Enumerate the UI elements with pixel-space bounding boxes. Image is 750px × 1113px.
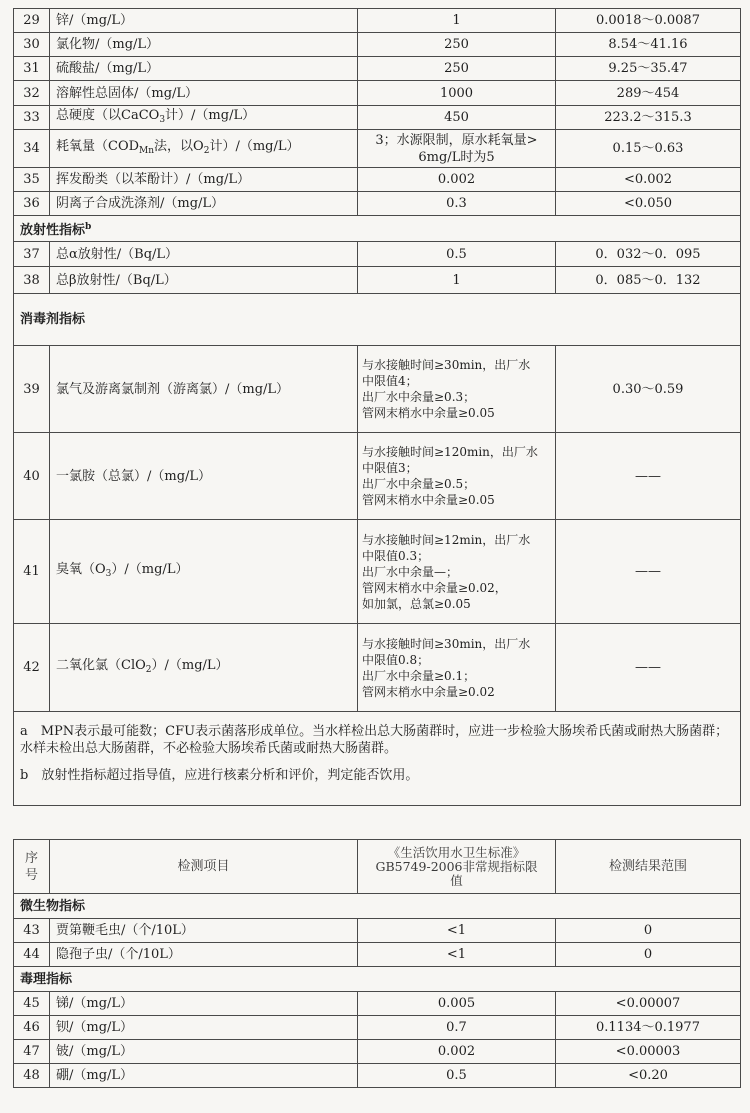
item-name: 总α放射性/（Bq/L）	[50, 242, 358, 267]
limit-value: 0.002	[358, 1040, 556, 1064]
table-row	[14, 267, 741, 294]
limit-value: 1000	[358, 81, 556, 106]
table-row	[14, 81, 741, 106]
row-number: 35	[14, 168, 50, 192]
limit-line: 与水接触时间≥30min，出厂水	[362, 358, 531, 372]
result-range: ——	[556, 624, 741, 712]
row-number: 46	[14, 1016, 50, 1040]
result-range: <0.00007	[556, 992, 741, 1016]
limit-line: 出厂水中余量—；	[362, 564, 459, 579]
item-name: 贾第鞭毛虫/（个/10L）	[50, 919, 358, 943]
row-number: 48	[14, 1064, 50, 1088]
limit-value: 0.7	[358, 1016, 556, 1040]
row-number: 37	[14, 242, 50, 267]
limit-value	[358, 520, 556, 624]
result-range: 9.25～35.47	[556, 57, 741, 81]
limit-line: 出厂水中余量≥0.3；	[362, 390, 476, 404]
footnote-marker: b	[85, 221, 92, 232]
item-name	[50, 520, 358, 624]
row-number: 45	[14, 992, 50, 1016]
row-number: 32	[14, 81, 50, 106]
limit-value: <1	[358, 943, 556, 967]
row-number: 42	[14, 624, 50, 712]
item-name-part: ）/（mg/L）	[111, 561, 189, 577]
header-limit-line: GB5749-2006非常规指标限	[375, 858, 538, 874]
table-row	[14, 168, 741, 192]
result-range: ——	[556, 433, 741, 520]
row-number: 36	[14, 192, 50, 216]
water-quality-table-continued	[13, 8, 741, 806]
table-row	[14, 919, 741, 943]
table-header-row	[14, 840, 741, 894]
limit-value: 450	[358, 106, 556, 130]
item-name: 硼/（mg/L）	[50, 1064, 358, 1088]
section-heading-microbial: 微生物指标	[14, 894, 741, 919]
limit-value	[358, 433, 556, 520]
result-range: 0	[556, 943, 741, 967]
header-range: 检测结果范围	[556, 840, 741, 894]
item-name: 钡/（mg/L）	[50, 1016, 358, 1040]
item-name-part: 总硬度（以CaCO	[56, 107, 160, 123]
row-number: 40	[14, 433, 50, 520]
limit-line: 出厂水中余量≥0.1；	[362, 668, 476, 683]
item-name: 总β放射性/（Bq/L）	[50, 267, 358, 294]
limit-value: 1	[358, 267, 556, 294]
row-number: 30	[14, 33, 50, 57]
section-heading-disinfectant: 消毒剂指标	[14, 294, 741, 346]
limit-value: 0.005	[358, 992, 556, 1016]
item-name-part: 二氧化氯（ClO	[56, 657, 146, 673]
table-row	[14, 520, 741, 624]
limit-line: 管网末梢水中余量≥0.02，	[362, 580, 507, 595]
section-row	[14, 216, 741, 242]
item-name	[50, 130, 358, 168]
limit-line: 6mg/L时为5	[418, 149, 495, 165]
subscript: Mn	[139, 145, 155, 156]
section-row	[14, 894, 741, 919]
section-heading-toxicology: 毒理指标	[14, 967, 741, 992]
limit-line: 中限值4；	[362, 374, 418, 388]
table-notes	[14, 712, 741, 806]
table-row	[14, 1064, 741, 1088]
item-name: 锑/（mg/L）	[50, 992, 358, 1016]
row-number: 47	[14, 1040, 50, 1064]
table-row	[14, 192, 741, 216]
limit-line: 出厂水中余量≥0.5；	[362, 477, 476, 491]
limit-value	[358, 130, 556, 168]
table-row	[14, 992, 741, 1016]
table-row	[14, 242, 741, 267]
result-range: 0.0018～0.0087	[556, 9, 741, 33]
section-heading-radioactivity	[14, 216, 741, 242]
item-name-part: 计）/（mg/L）	[165, 107, 256, 123]
item-name	[50, 624, 358, 712]
table-row	[14, 943, 741, 967]
limit-value	[358, 346, 556, 433]
note-b: b 放射性指标超过指导值，应进行核素分析和评价，判定能否饮用。	[20, 768, 419, 783]
row-number: 43	[14, 919, 50, 943]
row-number: 33	[14, 106, 50, 130]
limit-value: 0.5	[358, 1064, 556, 1088]
row-number: 38	[14, 267, 50, 294]
row-number: 31	[14, 57, 50, 81]
item-name	[50, 106, 358, 130]
result-range: 0．032～0．095	[556, 242, 741, 267]
notes-row	[14, 712, 741, 806]
subscript: 3	[105, 568, 112, 579]
table-row	[14, 9, 741, 33]
limit-value: 250	[358, 33, 556, 57]
item-name-part: 耗氧量（COD	[56, 138, 140, 154]
item-name: 铍/（mg/L）	[50, 1040, 358, 1064]
result-range: 0	[556, 919, 741, 943]
item-name: 隐孢子虫/（个/10L）	[50, 943, 358, 967]
table-row	[14, 106, 741, 130]
limit-value: 0.3	[358, 192, 556, 216]
result-range: ——	[556, 520, 741, 624]
result-range: 0.15～0.63	[556, 130, 741, 168]
result-range: 0.30～0.59	[556, 346, 741, 433]
limit-line: 中限值0.8；	[362, 652, 430, 667]
limit-line: 管网末梢水中余量≥0.05	[362, 406, 495, 420]
item-name: 氯化物/（mg/L）	[50, 33, 358, 57]
item-name-part: 计）/（mg/L）	[209, 138, 300, 154]
limit-line: 如加氯，总氯≥0.05	[362, 596, 471, 611]
row-number: 29	[14, 9, 50, 33]
limit-line: 与水接触时间≥30min，出厂水	[362, 636, 531, 651]
limit-value: 1	[358, 9, 556, 33]
row-number: 41	[14, 520, 50, 624]
table-row	[14, 346, 741, 433]
row-number: 39	[14, 346, 50, 433]
item-name: 溶解性总固体/（mg/L）	[50, 81, 358, 106]
table-row	[14, 130, 741, 168]
item-name: 氯气及游离氯制剂（游离氯）/（mg/L）	[50, 346, 358, 433]
limit-value: 0.5	[358, 242, 556, 267]
subscript: 2	[203, 145, 210, 156]
item-name: 硫酸盐/（mg/L）	[50, 57, 358, 81]
item-name: 锌/（mg/L）	[50, 9, 358, 33]
result-range: 0．085～0．132	[556, 267, 741, 294]
result-range: 8.54～41.16	[556, 33, 741, 57]
section-row	[14, 967, 741, 992]
row-number: 34	[14, 130, 50, 168]
item-name: 挥发酚类（以苯酚计）/（mg/L）	[50, 168, 358, 192]
section-title: 放射性指标	[20, 222, 86, 238]
table-row	[14, 33, 741, 57]
limit-line: 中限值0.3；	[362, 548, 430, 563]
item-name: 阴离子合成洗涤剂/（mg/L）	[50, 192, 358, 216]
note-a: a MPN表示最可能数；CFU表示菌落形成单位。当水样检出总大肠菌群时，应进一步检验大肠埃希氏菌或耐热大肠菌群；水样未检出总大肠菌群，不必检验大肠埃希氏菌或耐热大肠菌群。	[20, 724, 729, 756]
subscript: 2	[145, 664, 152, 675]
item-name: 一氯胺（总氯）/（mg/L）	[50, 433, 358, 520]
limit-line: 中限值3；	[362, 461, 418, 475]
item-name-part: 法，以O	[154, 138, 204, 154]
table-row	[14, 1040, 741, 1064]
limit-value: 0.002	[358, 168, 556, 192]
table-row	[14, 57, 741, 81]
limit-value: 250	[358, 57, 556, 81]
result-range: 223.2～315.3	[556, 106, 741, 130]
limit-line: 与水接触时间≥120min，出厂水	[362, 445, 538, 459]
header-item: 检测项目	[50, 840, 358, 894]
subscript: 3	[159, 114, 166, 125]
limit-line: 管网末梢水中余量≥0.02	[362, 684, 495, 699]
limit-line: 与水接触时间≥12min，出厂水	[362, 532, 531, 547]
table-row	[14, 1016, 741, 1040]
result-range: <0.00003	[556, 1040, 741, 1064]
item-name-part: ）/（mg/L）	[151, 657, 229, 673]
table-row	[14, 433, 741, 520]
header-limit	[358, 840, 556, 894]
header-limit-line: 值	[450, 872, 463, 888]
header-number: 序号	[14, 840, 50, 894]
result-range: <0.20	[556, 1064, 741, 1088]
result-range: 0.1134～0.1977	[556, 1016, 741, 1040]
result-range: 289～454	[556, 81, 741, 106]
limit-value: <1	[358, 919, 556, 943]
result-range: <0.002	[556, 168, 741, 192]
section-row	[14, 294, 741, 346]
header-limit-line: 《生活饮用水卫生标准》	[387, 844, 526, 860]
non-routine-indicators-table	[13, 839, 741, 1088]
row-number: 44	[14, 943, 50, 967]
limit-line: 3；水源限制，原水耗氧量>	[375, 132, 538, 148]
table-row	[14, 624, 741, 712]
limit-line: 管网末梢水中余量≥0.05	[362, 493, 495, 507]
item-name-part: 臭氧（O	[56, 561, 106, 577]
limit-value	[358, 624, 556, 712]
result-range: <0.050	[556, 192, 741, 216]
